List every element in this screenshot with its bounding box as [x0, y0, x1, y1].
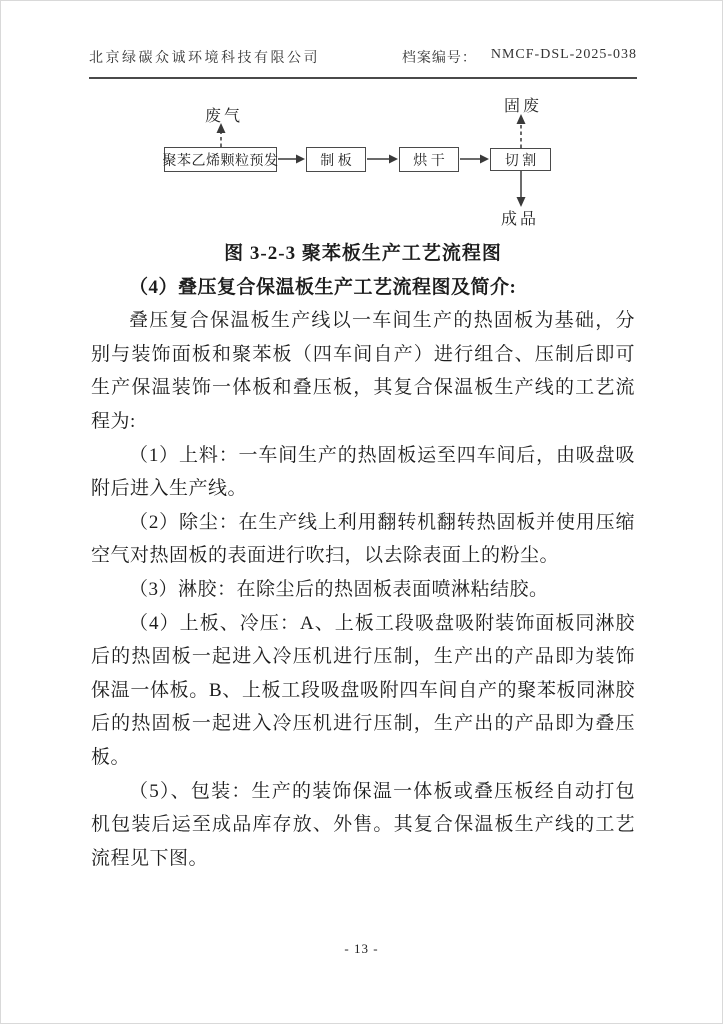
flow-box-board-making: 制 板: [306, 147, 366, 172]
paragraph-step1: （1）上料：一车间生产的热固板运至四车间后，由吸盘吸附后进入生产线。: [91, 444, 635, 500]
archive-number: NMCF-DSL-2025-038: [490, 47, 637, 62]
archive-label: 档案编号：: [401, 51, 477, 66]
figure-caption: 图 3-2-3 聚苯板生产工艺流程图: [224, 243, 502, 264]
process-flowchart: [1, 1, 723, 241]
arrowhead-box2-box3: [389, 155, 398, 164]
paragraph-step2: （2）除尘：在生产线上利用翻转机翻转热固板并使用压缩空气对热固板的表面进行吹扫，以去除表面上的粉尘。: [91, 511, 635, 567]
paragraph-step3: （3）淋胶：在除尘后的热固板表面喷淋粘结胶。: [129, 578, 549, 600]
flowchart-arrows: [1, 1, 723, 241]
document-body: [91, 237, 635, 875]
paragraph-step4: （4）上板、冷压：A、上板工段吸盘吸附装饰面板同淋胶后的热固板一起进入冷压机进行压制，生产出的产品即为装饰保温一体板。B、上板工段吸盘吸附四车间自产的聚苯板同淋胶后的热固板一起进入冷压机进行压制，生产出的产品即为叠压板。: [91, 612, 635, 768]
company-name: 北京绿碳众诚环境科技有限公司: [89, 51, 320, 66]
section-heading: （4）叠压复合保温板生产工艺流程图及简介:: [129, 276, 517, 298]
flow-box-drying: 烘 干: [399, 147, 459, 172]
flow-label-waste-gas: 废气: [205, 108, 244, 125]
paragraph-intro: 叠压复合保温板生产线以一车间生产的热固板为基础，分别与装饰面板和聚苯板（四车间自产）进行组合、压制后即可生产保温装饰一体板和叠压板，其复合保温板生产线的工艺流程为:: [91, 310, 635, 432]
flow-label-solid-waste: 固废: [504, 98, 543, 115]
page-number: - 13 -: [344, 941, 379, 956]
arrowhead-box3-box4: [480, 155, 489, 164]
flow-box-cutting: 切 割: [490, 148, 551, 171]
flow-box-pre-expansion: 聚苯乙烯颗粒预发: [164, 147, 277, 172]
arrowhead-box1-box2: [296, 155, 305, 164]
flow-label-product: 成品: [501, 211, 540, 228]
paragraph-step5: （5）、包装：生产的装饰保温一体板或叠压板经自动打包机包装后运至成品库存放、外售。其复合保温板生产线的工艺流程见下图。: [91, 780, 635, 869]
